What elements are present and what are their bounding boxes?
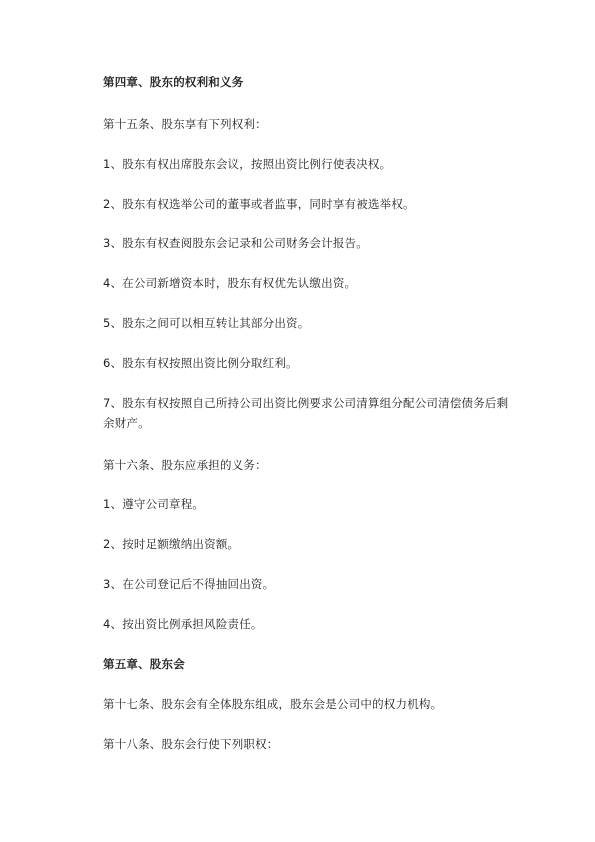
right-item-7-line-1: 7、股东有权按照自己所持公司出资比例要求公司清算组分配公司清偿债务后剩 — [103, 396, 509, 410]
chapter-4-heading: 第四章、股东的权利和义务 — [103, 75, 244, 89]
article-16: 第十六条、股东应承担的义务： — [103, 458, 267, 472]
right-item-1: 1、股东有权出席股东会议，按照出资比例行使表决权。 — [103, 157, 392, 171]
duty-item-4: 4、按出资比例承担风险责任。 — [103, 617, 263, 631]
right-item-4: 4、在公司新增资本时，股东有权优先认缴出资。 — [103, 276, 357, 290]
article-18: 第十八条、股东会行使下列职权： — [103, 737, 279, 751]
chapter-5-heading: 第五章、股东会 — [103, 657, 185, 671]
duty-item-1: 1、遵守公司章程。 — [103, 497, 205, 511]
right-item-5: 5、股东之间可以相互转让其部分出资。 — [103, 316, 310, 330]
article-15: 第十五条、股东享有下列权利： — [103, 117, 267, 131]
right-item-3: 3、股东有权查阅股东会记录和公司财务会计报告。 — [103, 236, 368, 250]
right-item-2: 2、股东有权选举公司的董事或者监事，同时享有被选举权。 — [103, 197, 415, 211]
article-17: 第十七条、股东会有全体股东组成，股东会是公司中的权力机构。 — [103, 697, 443, 711]
right-item-6: 6、股东有权按照出资比例分取红利。 — [103, 356, 298, 370]
right-item-7-line-2: 余财产。 — [103, 416, 150, 430]
duty-item-3: 3、在公司登记后不得抽回出资。 — [103, 577, 275, 591]
duty-item-2: 2、按时足额缴纳出资额。 — [103, 537, 240, 551]
